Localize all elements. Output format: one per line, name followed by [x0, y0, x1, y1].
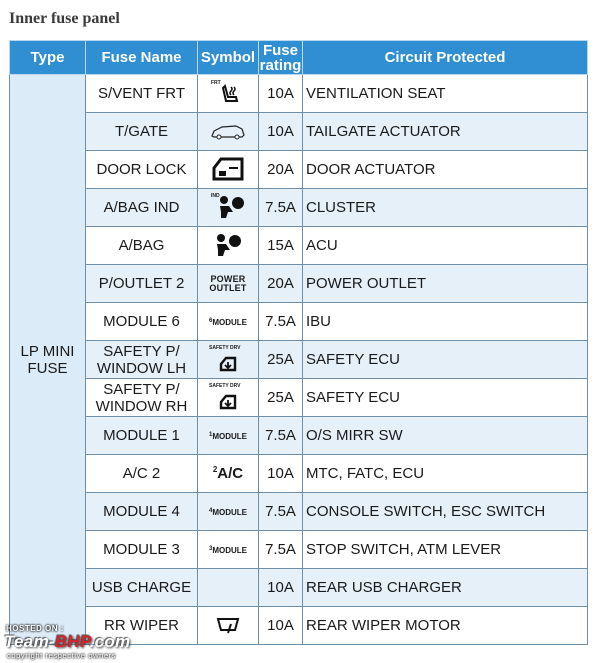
- module: [208, 534, 248, 566]
- fuse-row: [10, 379, 588, 417]
- symbol-cell: [198, 75, 259, 113]
- fuse-name-cell: T/GATE: [86, 113, 198, 151]
- symbol-cell: [198, 341, 259, 379]
- fuse-row: [10, 113, 588, 151]
- circuit-cell: O/S MIRR SW: [303, 417, 588, 455]
- fuse-rating-cell: 7.5A: [259, 493, 303, 531]
- fuse-row: [10, 341, 588, 379]
- symbol-cell: [198, 227, 259, 265]
- type-cell: LP MINI FUSE: [10, 75, 86, 645]
- circuit-cell: SAFETY ECU: [303, 341, 588, 379]
- ac: [208, 458, 248, 490]
- airbag-icon: [208, 191, 248, 223]
- header-fuse-name: Fuse Name: [86, 41, 198, 75]
- fuse-name-cell: A/BAG IND: [86, 189, 198, 227]
- symbol-number: 2: [212, 465, 218, 474]
- circuit-cell: TAILGATE ACTUATOR: [303, 113, 588, 151]
- fuse-row: [10, 531, 588, 569]
- header-circuit: Circuit Protected: [303, 41, 588, 75]
- symbol-label: SAFETY DRV: [209, 383, 241, 389]
- fuse-row: [10, 151, 588, 189]
- fuse-name-cell: MODULE 1: [86, 417, 198, 455]
- symbol-label: MODULE: [212, 317, 247, 327]
- symbol-cell: [198, 531, 259, 569]
- fuse-name-cell: SAFETY P/ WINDOW LH: [86, 341, 198, 379]
- symbol-cell: [198, 493, 259, 531]
- fuse-rating-cell: 10A: [259, 113, 303, 151]
- fuse-rating-cell: 7.5A: [259, 189, 303, 227]
- watermark-brand: [4, 632, 130, 652]
- fuse-rating-cell: 15A: [259, 227, 303, 265]
- module: [208, 496, 248, 528]
- fuse-name-cell: MODULE 6: [86, 303, 198, 341]
- fuse-row: [10, 189, 588, 227]
- airbag-icon: [208, 229, 248, 261]
- page-title: Inner fuse panel: [9, 10, 120, 27]
- fuse-name-cell: RR WIPER: [86, 607, 198, 645]
- fuse-name-cell: A/C 2: [86, 455, 198, 493]
- fuse-name-cell: DOOR LOCK: [86, 151, 198, 189]
- door-lock-icon: [208, 153, 248, 185]
- module: [208, 306, 248, 338]
- fuse-rating-cell: 20A: [259, 265, 303, 303]
- fuse-rating-cell: 10A: [259, 569, 303, 607]
- circuit-cell: CONSOLE SWITCH, ESC SWITCH: [303, 493, 588, 531]
- circuit-cell: REAR USB CHARGER: [303, 569, 588, 607]
- fuse-rating-cell: 7.5A: [259, 303, 303, 341]
- fuse-name-cell: MODULE 4: [86, 493, 198, 531]
- fuse-name-cell: P/OUTLET 2: [86, 265, 198, 303]
- fuse-row: [10, 265, 588, 303]
- fuse-rating-cell: 25A: [259, 341, 303, 379]
- watermark-brand-c: .com: [89, 632, 131, 651]
- fuse-row: [10, 569, 588, 607]
- header-symbol: Symbol: [198, 41, 259, 75]
- symbol-label: MODULE: [212, 431, 247, 441]
- circuit-cell: ACU: [303, 227, 588, 265]
- symbol-number: 6: [208, 317, 213, 324]
- symbol-cell: [198, 607, 259, 645]
- circuit-cell: REAR WIPER MOTOR: [303, 607, 588, 645]
- fuse-name-cell: A/BAG: [86, 227, 198, 265]
- fuse-table: [9, 40, 588, 645]
- symbol-cell: [198, 151, 259, 189]
- rear-wiper-icon: [208, 610, 248, 642]
- fuse-name-cell: S/VENT FRT: [86, 75, 198, 113]
- circuit-cell: VENTILATION SEAT: [303, 75, 588, 113]
- symbol-label: A/C: [217, 465, 244, 482]
- circuit-cell: SAFETY ECU: [303, 379, 588, 417]
- symbol-cell: [198, 417, 259, 455]
- fuse-rating-cell: 20A: [259, 151, 303, 189]
- fuse-rating-cell: 25A: [259, 379, 303, 417]
- fuse-row: [10, 455, 588, 493]
- fuse-name-cell: USB CHARGE: [86, 569, 198, 607]
- symbol-cell: [198, 569, 259, 607]
- circuit-cell: IBU: [303, 303, 588, 341]
- symbol-number: 1: [208, 431, 213, 438]
- fuse-rating-cell: 7.5A: [259, 417, 303, 455]
- circuit-cell: STOP SWITCH, ATM LEVER: [303, 531, 588, 569]
- symbol-number: 3: [208, 545, 213, 552]
- safety-window-icon: [208, 343, 248, 375]
- symbol-cell: [198, 455, 259, 493]
- header-row: [10, 41, 588, 75]
- watermark: [4, 621, 204, 661]
- fuse-name-cell: MODULE 3: [86, 531, 198, 569]
- watermark-copyright: copyright respective owners: [7, 651, 117, 660]
- symbol-label: SAFETY DRV: [209, 345, 241, 351]
- symbol-label: MODULE: [212, 545, 247, 555]
- fuse-row: [10, 227, 588, 265]
- symbol-cell: [198, 303, 259, 341]
- watermark-hosted: HOSTED ON :: [6, 624, 64, 633]
- fuse-name-cell: SAFETY P/ WINDOW RH: [86, 379, 198, 417]
- watermark-brand-a: Team-: [4, 632, 55, 651]
- fuse-row: [10, 417, 588, 455]
- fuse-rating-cell: 10A: [259, 607, 303, 645]
- symbol-cell: [198, 265, 259, 303]
- header-fuse-rating: Fuse rating: [259, 41, 302, 74]
- fuse-rating-cell: 7.5A: [259, 531, 303, 569]
- fuse-rating-cell: 10A: [259, 75, 303, 113]
- circuit-cell: MTC, FATC, ECU: [303, 455, 588, 493]
- symbol-cell: [198, 113, 259, 151]
- symbol-empty: [208, 570, 248, 602]
- safety-window-icon: [208, 381, 248, 413]
- seat-vent-icon: [208, 78, 248, 110]
- symbol-label: FRT: [211, 79, 221, 86]
- fuse-row: [10, 493, 588, 531]
- symbol-cell: [198, 379, 259, 417]
- circuit-cell: DOOR ACTUATOR: [303, 151, 588, 189]
- text: [208, 268, 248, 300]
- circuit-cell: POWER OUTLET: [303, 265, 588, 303]
- symbol-label: MODULE: [212, 507, 247, 517]
- watermark-brand-b: BHP: [54, 632, 90, 651]
- header-type: Type: [10, 41, 86, 75]
- symbol-label: IND: [211, 193, 220, 199]
- fuse-rating-cell: 10A: [259, 455, 303, 493]
- circuit-cell: CLUSTER: [303, 189, 588, 227]
- tailgate-icon: [208, 116, 248, 148]
- symbol-number: 4: [208, 507, 213, 514]
- module: [208, 420, 248, 452]
- fuse-row: [10, 303, 588, 341]
- symbol-label: POWER OUTLET: [209, 273, 247, 293]
- fuse-row: [10, 75, 588, 113]
- symbol-cell: [198, 189, 259, 227]
